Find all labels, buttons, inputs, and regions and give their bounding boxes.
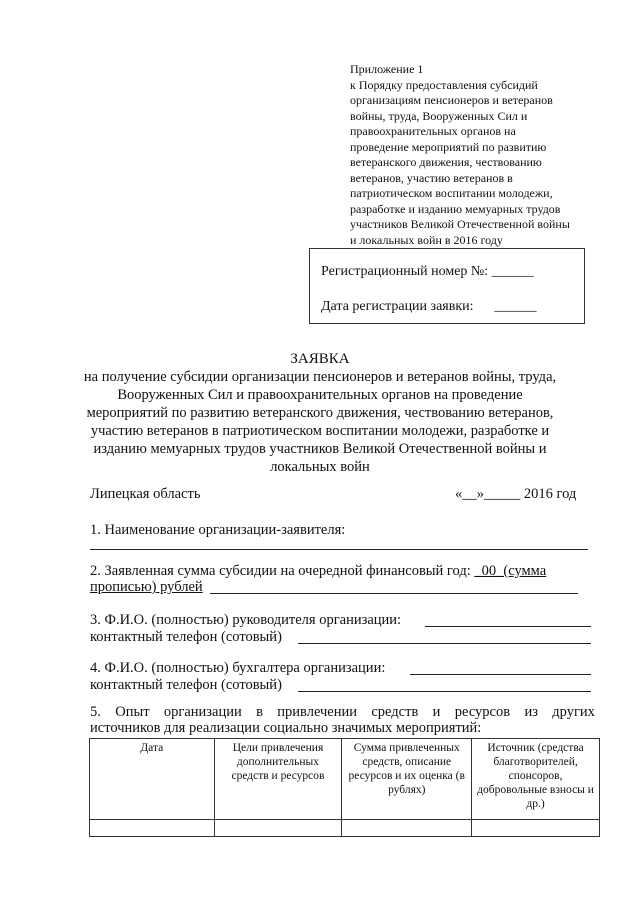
item-1-fill-line[interactable] — [90, 549, 588, 550]
appendix-line: правоохранительных органов на — [350, 124, 516, 138]
subtitle-line: мероприятий по развитию ветеранского движения, чествованию ветеранов, — [86, 405, 554, 421]
appendix-line: патриотическом воспитании молодежи, — [350, 186, 553, 200]
item-2-value: _00_(сумма — [474, 563, 547, 579]
document-title: ЗАЯВКА — [290, 351, 350, 367]
table-cell[interactable] — [342, 820, 472, 837]
place-label: Липецкая область — [90, 486, 201, 502]
registration-date-blank: ______ — [494, 299, 537, 314]
item-3-fill-line[interactable] — [425, 626, 591, 627]
item-2-line-2 — [90, 578, 203, 596]
item-5-word: 5. — [90, 704, 101, 720]
item-4-phone-label: контактный телефон (сотовый) — [90, 677, 282, 693]
table-cell[interactable] — [90, 820, 215, 837]
item-3-phone-fill-line[interactable] — [298, 643, 591, 644]
appendix-line: разработке и изданию мемуарных трудов — [350, 201, 561, 216]
item-2-prefix: 2. Заявленная сумма субсидии на очередной финансовый год: — [90, 563, 475, 579]
subtitle-line: изданию мемуарных трудов участников Великой Отечественной войны и — [93, 441, 547, 457]
item-5-word: других — [552, 704, 595, 720]
header-amount: Сумма привлеченных средств, описание ресурсов и их оценка (в рублях) — [342, 739, 472, 820]
document-subtitle — [60, 368, 580, 476]
registration-number-label: Регистрационный номер №: ______ — [321, 264, 534, 279]
registration-date-label: Дата регистрации заявки: — [321, 299, 474, 314]
item-5-word: ресурсов — [454, 704, 511, 720]
item-5-word: из — [524, 704, 538, 720]
appendix-line: участников Великой Отечественной войны — [350, 217, 570, 231]
appendix-line: войны, труда, Вооруженных Сил и — [350, 108, 528, 123]
appendix-line: проведение мероприятий по развитию — [350, 139, 547, 154]
appendix-line: организациям пенсионеров и ветеранов — [350, 93, 553, 107]
subtitle-line: Вооруженных Сил и правоохранительных органов на проведение — [117, 387, 523, 403]
registration-box — [309, 248, 585, 324]
header-date: Дата — [90, 739, 215, 820]
item-5-word: и — [432, 704, 441, 720]
table-row — [90, 820, 600, 837]
appendix-line: Приложение 1 — [350, 62, 424, 76]
item-5-line-2: источников для реализации социально значимых мероприятий: — [90, 720, 482, 736]
item-2-prefix-line2: прописью) рублей — [90, 579, 203, 595]
registration-date-row — [321, 299, 537, 315]
sources-table — [89, 738, 600, 837]
table-cell[interactable] — [214, 820, 342, 837]
appendix-line: и локальных войн в 2016 году — [350, 232, 503, 247]
appendix-line: ветеранов, участию ветеранов в — [350, 170, 513, 185]
appendix-line: к Порядку предоставления субсидий — [350, 77, 538, 92]
appendix-line: ветеранского движения, чествованию — [350, 155, 542, 169]
item-5-word: организации — [163, 704, 242, 720]
item-4-fill-line[interactable] — [410, 674, 591, 675]
table-header-row — [90, 739, 600, 820]
item-3-label: 3. Ф.И.О. (полностью) руководителя организации: — [90, 612, 402, 628]
item-3-phone-label: контактный телефон (сотовый) — [90, 629, 282, 645]
item-5-word: средств — [371, 704, 419, 720]
date-line: «__»_____ 2016 год — [455, 486, 577, 502]
header-source: Источник (средства благотворителей, спонсоров, добровольные взносы и др.) — [472, 739, 600, 820]
subtitle-line: на получение субсидии организации пенсионеров и ветеранов войны, труда, — [83, 369, 557, 385]
item-2-fill-line[interactable] — [210, 593, 578, 594]
item-1-label: 1. Наименование организации-заявителя: — [90, 522, 346, 538]
item-5-word: привлечении — [277, 704, 358, 720]
subtitle-line: локальных войн — [270, 459, 370, 475]
header-goals: Цели привлечения дополнительных средств и ресурсов — [214, 739, 342, 820]
subtitle-line: участию ветеранов в патриотическом воспитании молодежи, разработке и — [90, 423, 550, 439]
item-4-phone-fill-line[interactable] — [298, 691, 591, 692]
item-5-word: в — [256, 704, 263, 720]
item-4-label: 4. Ф.И.О. (полностью) бухгалтера организации: — [90, 660, 386, 676]
appendix-block — [350, 62, 620, 248]
table-cell[interactable] — [472, 820, 600, 837]
item-5-word: Опыт — [115, 704, 150, 720]
